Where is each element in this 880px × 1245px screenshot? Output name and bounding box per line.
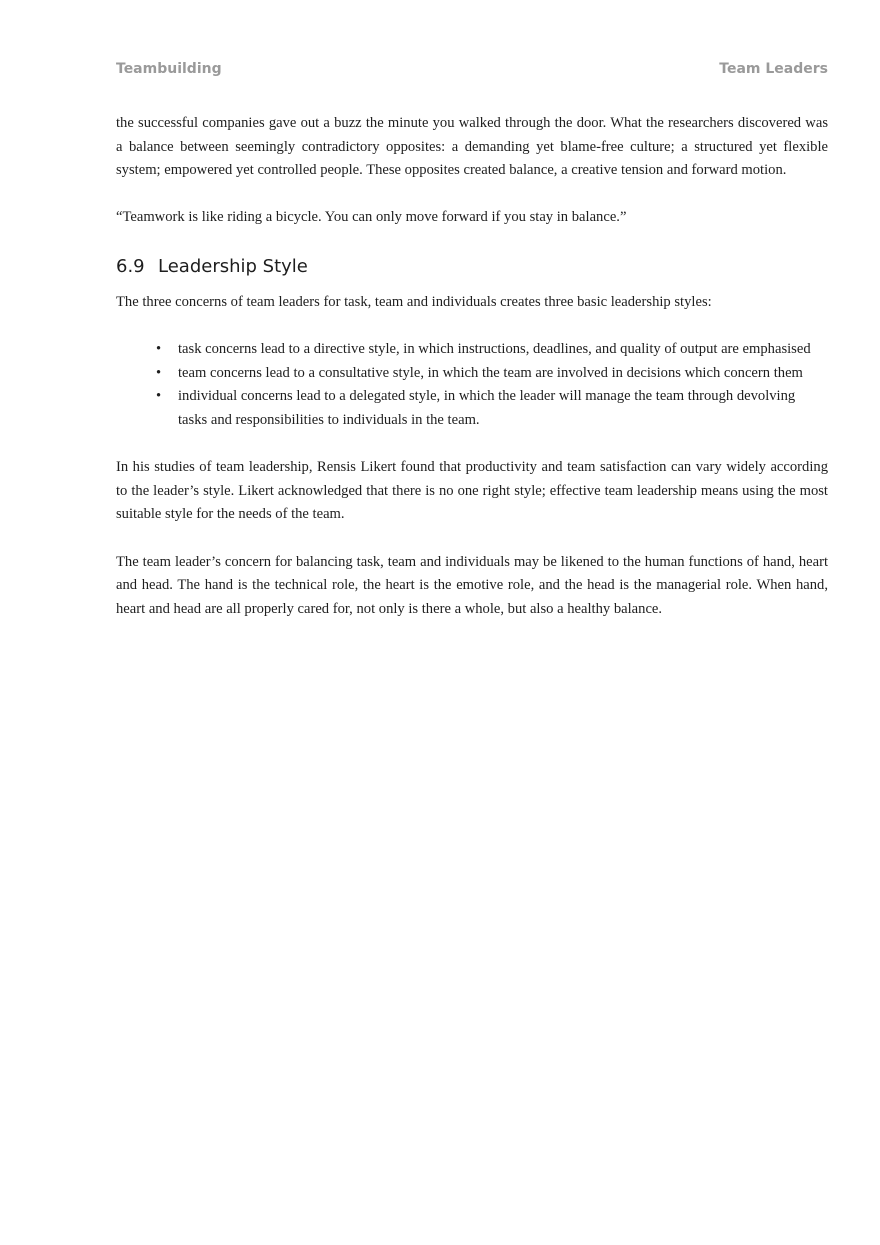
- section-lead-paragraph: The three concerns of team leaders for task, team and individuals creates three basic leadership styles:: [116, 293, 712, 310]
- bullet-icon: •: [156, 388, 162, 405]
- intro-paragraph: the successful companies gave out a buzz the minute you walked through the door. What the researchers discovered was a balance between seemingly contradictory opposites: a demanding yet blame-free culture; a structured yet flexible system; empowered yet controlled people. These opposites created balance, a creative tension and forward motion.: [116, 115, 828, 179]
- section-title: Leadership Style: [158, 255, 308, 277]
- list-item-text: individual concerns lead to a delegated style, in which the leader will manage the team through devolving tasks and responsibilities to individuals in the team.: [178, 388, 796, 428]
- section-heading: [116, 254, 828, 280]
- list-item: [116, 385, 828, 432]
- header-book-title: Teambuilding: [116, 61, 222, 77]
- list-item-text: team concerns lead to a consultative style, in which the team are involved in decisions which concern them: [178, 364, 803, 381]
- balance-paragraph: The team leader’s concern for balancing task, team and individuals may be likened to the human functions of hand, heart and head. The hand is the technical role, the heart is the emotive role, and the head is the managerial role. When hand, heart and head are all properly cared for, not only is there a whole, but also a healthy balance.: [116, 553, 828, 617]
- list-item-text: task concerns lead to a directive style, in which instructions, deadlines, and quality of output are emphasised: [178, 341, 811, 358]
- bullet-icon: •: [156, 341, 162, 358]
- running-header: [116, 61, 828, 81]
- leadership-styles-list: [116, 338, 828, 432]
- page-body: [116, 112, 828, 645]
- section-number: 6.9: [116, 255, 145, 277]
- quote-paragraph: “Teamwork is like riding a bicycle. You can only move forward if you stay in balance.”: [116, 209, 627, 226]
- header-chapter-title: Team Leaders: [719, 61, 828, 77]
- bullet-icon: •: [156, 364, 162, 381]
- list-item: [116, 362, 828, 386]
- likert-paragraph: In his studies of team leadership, Rensis Likert found that productivity and team satisfaction can vary widely according to the leader’s style. Likert acknowledged that there is no one right style; effective team leadership means using the most suitable style for the needs of the team.: [116, 459, 828, 523]
- list-item: [116, 338, 828, 362]
